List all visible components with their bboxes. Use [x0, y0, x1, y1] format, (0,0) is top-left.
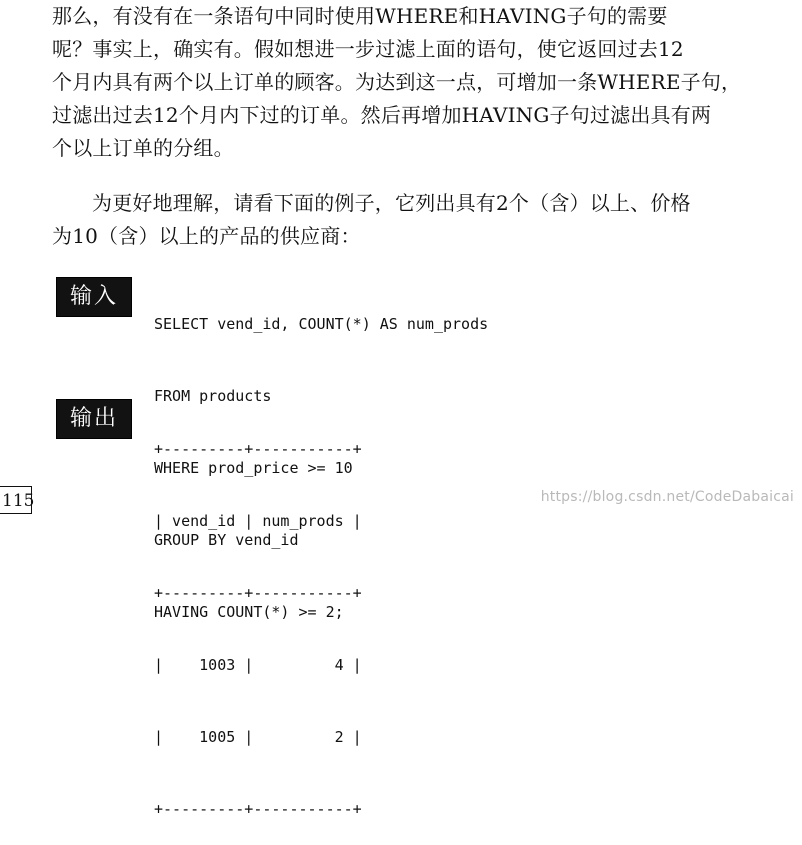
- code-line: GROUP BY vend_id: [154, 531, 299, 549]
- result-line: | 1003 | 4 |: [154, 656, 362, 674]
- paragraph-line: 过滤出过去12个月内下过的订单。然后再增加HAVING子句过滤出具有两: [52, 103, 712, 127]
- paragraph-1: [52, 0, 770, 165]
- output-label: 输出: [56, 399, 132, 439]
- code-line: HAVING COUNT(*) >= 2;: [154, 603, 344, 621]
- code-line: WHERE prod_price >= 10: [154, 459, 353, 477]
- result-line: | 1005 | 2 |: [154, 728, 362, 746]
- page-number: 115: [0, 486, 32, 514]
- paragraph-2: [52, 187, 770, 253]
- result-line: +---------+-----------+: [154, 800, 362, 818]
- watermark: https://blog.csdn.net/CodeDabaicai: [540, 489, 794, 505]
- paragraph-line: 个月内具有两个以上订单的顾客。为达到这一点，可增加一条WHERE子句，: [52, 70, 742, 94]
- paragraph-line: 为10（含）以上的产品的供应商：: [52, 224, 361, 248]
- paragraph-line: 那么，有没有在一条语句中同时使用WHERE和HAVING子句的需要: [52, 4, 668, 28]
- paragraph-line: 个以上订单的分组。: [52, 136, 234, 160]
- paragraph-line: 为更好地理解，请看下面的例子，它列出具有2个（含）以上、价格: [92, 191, 691, 215]
- result-line: +---------+-----------+: [154, 440, 362, 458]
- result-line: | vend_id | num_prods |: [154, 512, 362, 530]
- input-label: 输入: [56, 277, 132, 317]
- result-line: +---------+-----------+: [154, 584, 362, 602]
- paragraph-line: 呢？事实上，确实有。假如想进一步过滤上面的语句，使它返回过去12: [52, 37, 684, 61]
- code-line: FROM products: [154, 387, 272, 405]
- result-table: [154, 389, 362, 845]
- code-line: SELECT vend_id, COUNT(*) AS num_prods: [154, 315, 489, 333]
